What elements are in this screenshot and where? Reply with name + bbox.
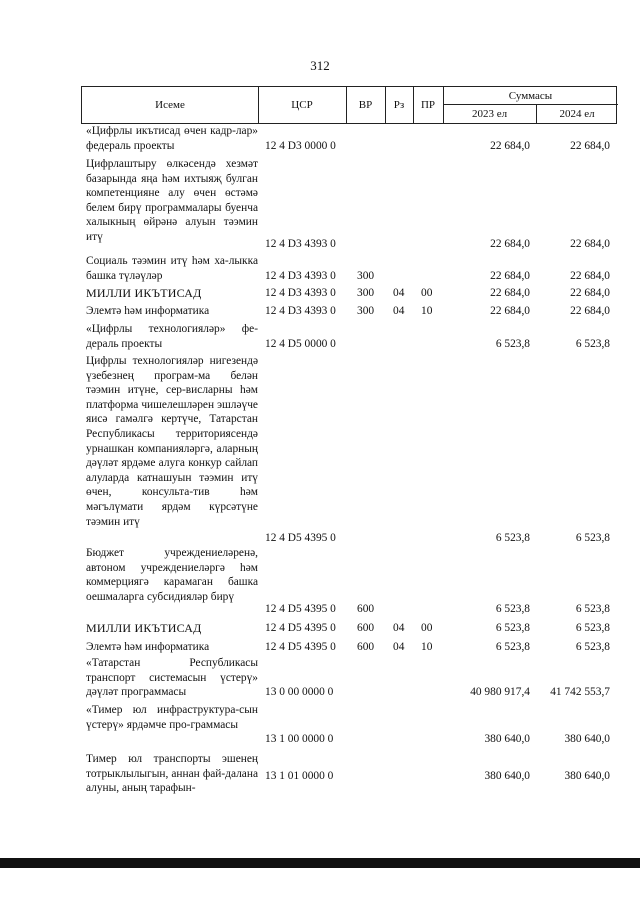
header-name: Исеме (155, 99, 185, 111)
row-sum-2024: 6 523,8 (575, 337, 610, 350)
row-sum-2023: 22 684,0 (490, 238, 530, 250)
row-vr: 300 (357, 269, 375, 282)
row-csr: 12 4 D3 0000 0 (265, 139, 336, 152)
row-name: «Цифрлы технологияләр» фе-дераль проекты (86, 323, 258, 350)
row-sum-2024: 22 684,0 (570, 238, 610, 250)
header-year-2024: 2024 ел (559, 107, 595, 120)
row-name: Цифрлаштыру өлкәсендә хезмәт базарында яңа һәм ихтыяҗ булган компетенцияне алу өчен өстәмә белем бирү программалары буенча халыкның өйрәнә алуын тәэмин итү (86, 158, 258, 243)
row-name: МИЛЛИ ИКЪТИСАД (86, 621, 202, 635)
row-csr: 13 1 00 0000 0 (265, 733, 334, 745)
row-sum-2024: 22 684,0 (570, 305, 610, 317)
header-csr: ЦСР (291, 99, 313, 111)
row-sum-2024: 6 523,8 (575, 622, 610, 634)
row-sum-2023: 6 523,8 (495, 532, 530, 544)
row-csr: 12 4 D5 4395 0 (265, 603, 336, 615)
page-number: 312 (310, 58, 330, 73)
row-rz: 04 (393, 641, 405, 653)
row-sum-2024: 41 742 553,7 (550, 686, 610, 698)
row-sum-2023: 22 684,0 (490, 305, 530, 317)
row-name: Цифрлы технологияләр нигезендә үзебезнең програм-ма белән тәэмин итүне, сер-висларны һәм платформа чишелешләрен эшләүче яисә гамәлгә кертүче, Татарстан Республикасы территориясендә урнашкан компанияләргә, аларның дәүләт ярдәме алуга конкур сайлап алуларда катнашуын тәэмин итү өчен, консульта-тив һәм мәгълүмати ярдәм күрсәтүне тәэмин итү (86, 355, 258, 528)
row-name: Тимер юл транспорты эшенең тотрыклылыгын, аннан фай-далана алуны, аның тарафын- (86, 753, 258, 795)
row-vr: 600 (357, 603, 375, 615)
row-sum-2024: 22 684,0 (570, 287, 610, 299)
row-csr: 13 1 01 0000 0 (265, 770, 334, 782)
row-pr: 10 (421, 641, 433, 653)
row-csr: 12 4 D5 4395 0 (265, 622, 336, 634)
row-sum-2023: 380 640,0 (484, 770, 530, 782)
row-sum-2023: 22 684,0 (490, 287, 530, 299)
row-sum-2024: 22 684,0 (570, 269, 610, 282)
row-vr: 600 (357, 622, 375, 634)
row-csr: 12 4 D5 4395 0 (265, 641, 336, 653)
row-name: Элемтә һәм информатика (86, 305, 210, 317)
row-csr: 12 4 D3 4393 0 (265, 287, 336, 299)
row-name: Бюджет учреждениеләренә, автоном учреждениеләргә һәм коммерциягә карамаган башка оешмаларга субсидияләр бирү (86, 547, 258, 603)
row-name: Элемтә һәм информатика (86, 641, 210, 653)
header-rz: Рз (393, 99, 405, 111)
row-sum-2024: 22 684,0 (570, 139, 610, 152)
row-csr: 12 4 D3 4393 0 (265, 238, 336, 250)
row-rz: 04 (393, 305, 405, 317)
row-sum-2023: 6 523,8 (495, 622, 530, 634)
header-pr: ПР (420, 99, 436, 111)
row-csr: 12 4 D3 4393 0 (265, 269, 336, 282)
scan-edge-bar (0, 858, 640, 868)
row-sum-2024: 6 523,8 (575, 641, 610, 653)
row-pr: 00 (421, 622, 433, 634)
row-sum-2023: 40 980 917,4 (470, 686, 530, 698)
row-sum-2024: 6 523,8 (575, 603, 610, 615)
header-sums: Суммасы (508, 89, 553, 102)
row-name: «Тимер юл инфраструктура-сын үстерү» ярдәмче про-граммасы (86, 704, 258, 731)
row-sum-2023: 6 523,8 (495, 603, 530, 615)
table-header (81, 86, 617, 124)
row-pr: 10 (421, 305, 433, 317)
row-csr: 13 0 00 0000 0 (265, 686, 334, 698)
row-pr: 00 (421, 287, 433, 299)
row-csr: 12 4 D5 4395 0 (265, 532, 336, 544)
row-name: МИЛЛИ ИКЪТИСАД (86, 286, 202, 300)
row-rz: 04 (393, 287, 405, 299)
row-sum-2023: 22 684,0 (490, 269, 530, 282)
row-vr: 600 (357, 641, 375, 653)
row-vr: 300 (357, 287, 375, 299)
row-name: «Цифрлы икътисад өчен кадр-лар» федераль проекты (86, 125, 258, 152)
row-sum-2023: 380 640,0 (484, 733, 530, 745)
row-sum-2024: 6 523,8 (575, 532, 610, 544)
header-vr: ВР (358, 99, 373, 111)
row-sum-2023: 22 684,0 (490, 139, 530, 152)
row-sum-2023: 6 523,8 (495, 337, 530, 350)
row-csr: 12 4 D3 4393 0 (265, 305, 336, 317)
row-rz: 04 (393, 622, 405, 634)
row-name: «Татарстан Республикасы транспорт системасын үстерү» дәүләт программасы (86, 657, 258, 699)
header-year-2023: 2023 ел (471, 107, 508, 120)
row-csr: 12 4 D5 0000 0 (265, 337, 336, 350)
row-sum-2024: 380 640,0 (564, 770, 610, 782)
row-sum-2023: 6 523,8 (495, 641, 530, 653)
row-name: Социаль тәэмин итү һәм ха-лыкка башка түләүләр (86, 255, 258, 282)
row-vr: 300 (357, 305, 375, 317)
row-sum-2024: 380 640,0 (564, 733, 610, 745)
